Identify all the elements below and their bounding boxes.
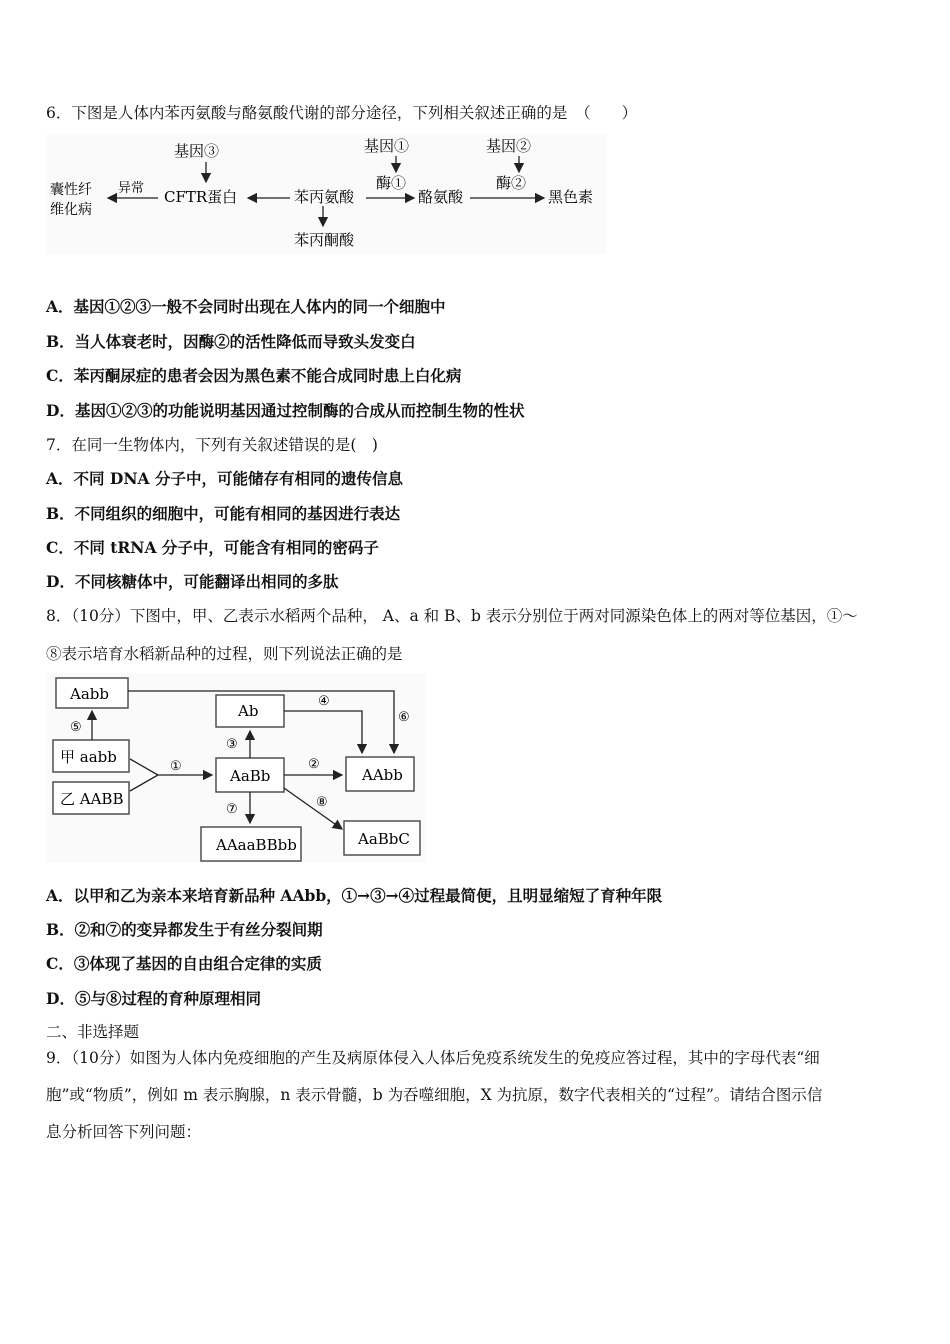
ppa-label: 苯丙酮酸 <box>294 231 355 249</box>
q7-option-a: A．不同 DNA 分子中，可能储存有相同的遗传信息 <box>46 469 403 488</box>
box-yi-aabb: 乙 AABB <box>60 790 124 808</box>
box-jia-aabb: 甲 aabb <box>60 748 117 766</box>
gene2-label: 基因② <box>486 137 532 155</box>
step-1: ① <box>170 759 182 774</box>
enzyme2-label: 酶② <box>496 174 527 192</box>
q8-stem-line2: ⑧表示培育水稻新品种的过程，则下列说法正确的是 <box>46 645 403 663</box>
q7-stem: 7．在同一生物体内，下列有关叙述错误的是( ) <box>46 436 378 454</box>
section-heading: 二、非选择题 <box>46 1023 140 1041</box>
q8-option-c: C．③体现了基因的自由组合定律的实质 <box>46 954 322 973</box>
gene3-label: 基因③ <box>174 142 220 160</box>
phe-label: 苯丙氨酸 <box>294 188 355 206</box>
enzyme1-label: 酶① <box>376 174 407 192</box>
q8-option-a: A．以甲和乙为亲本来培育新品种 AAbb，①→③→④过程最简便，且明显缩短了育种年限 <box>46 886 663 905</box>
box-tetraploid: AAaaBBbb <box>216 836 297 854</box>
q6-metabolism-diagram <box>46 134 606 254</box>
q8-stem-line1: 8．（10分）下图中，甲、乙表示水稻两个品种， A、a 和 B、b 表示分别位于两对同源染色体上的两对等位基因，①～ <box>46 607 858 625</box>
box-aabb-right: AAbb <box>362 766 403 784</box>
step-4: ④ <box>318 694 330 709</box>
box-aabbc: AaBbC <box>358 830 410 848</box>
q7-option-b: B．不同组织的细胞中，可能有相同的基因进行表达 <box>46 504 401 523</box>
step-5: ⑤ <box>70 720 82 735</box>
q9-line3: 息分析回答下列问题： <box>46 1123 202 1141</box>
q6-option-d: D．基因①②③的功能说明基因通过控制酶的合成从而控制生物的性状 <box>46 401 525 420</box>
q7-option-c: C．不同 tRNA 分子中，可能含有相同的密码子 <box>46 538 379 557</box>
disease-label-1: 囊性纤 <box>50 182 92 198</box>
q9-line1: 9．（10分）如图为人体内免疫细胞的产生及病原体侵入人体后免疫系统发生的免疫应答过程，其中的字母代表“细 <box>46 1049 820 1067</box>
q8-option-d: D．⑤与⑧过程的育种原理相同 <box>46 989 261 1008</box>
q8-option-b: B．②和⑦的变异都发生于有丝分裂间期 <box>46 920 323 939</box>
step-2: ② <box>308 757 320 772</box>
q8-breeding-diagram <box>46 673 426 863</box>
q9-line2: 胞”或“物质”，例如 m 表示胸腺，n 表示骨髓，b 为吞噬细胞，X 为抗原，数字代表相关的“过程”。请结合图示信 <box>46 1086 823 1104</box>
step-6: ⑥ <box>398 710 410 725</box>
box-aabb-top: Aabb <box>70 685 109 703</box>
abnormal-label: 异常 <box>118 181 145 196</box>
tyr-label: 酪氨酸 <box>418 188 464 206</box>
q7-option-d: D．不同核糖体中，可能翻译出相同的多肽 <box>46 572 339 591</box>
melanin-label: 黑色素 <box>548 188 594 206</box>
box-aabb-mid: AaBb <box>230 767 271 785</box>
disease-label-2: 维化病 <box>50 202 92 218</box>
q6-stem: 6．下图是人体内苯丙氨酸与酪氨酸代谢的部分途径，下列相关叙述正确的是 （ ） <box>46 104 638 122</box>
cftr-label: CFTR蛋白 <box>164 188 238 206</box>
q6-option-a: A．基因①②③一般不会同时出现在人体内的同一个细胞中 <box>46 297 446 316</box>
step-8: ⑧ <box>316 795 328 810</box>
q6-option-b: B．当人体衰老时，因酶②的活性降低而导致头发变白 <box>46 332 416 351</box>
step-3: ③ <box>226 737 238 752</box>
step-7: ⑦ <box>226 802 238 817</box>
q6-option-c: C．苯丙酮尿症的患者会因为黑色素不能合成同时患上白化病 <box>46 366 462 385</box>
box-ab: Ab <box>238 702 259 720</box>
gene1-label: 基因① <box>364 137 410 155</box>
